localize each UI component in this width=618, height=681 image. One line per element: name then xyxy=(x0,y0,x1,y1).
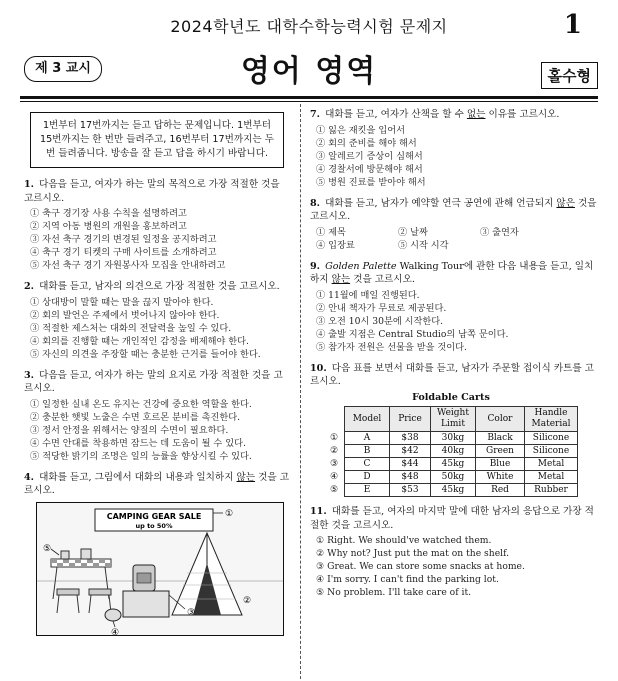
question-8 xyxy=(310,197,598,252)
cell: 45kg xyxy=(431,484,476,497)
option[interactable]: ⑤ 자선 축구 경기 자원봉사자 모집을 안내하려고 xyxy=(30,260,226,271)
question-3 xyxy=(24,369,290,463)
option[interactable]: ③ 알레르기 증상이 심해서 xyxy=(316,150,423,162)
cell: 40kg xyxy=(431,445,476,458)
cell: $48 xyxy=(390,471,431,484)
option[interactable]: ② 회의 발언은 주제에서 벗어나지 않아야 한다. xyxy=(30,309,220,321)
option[interactable]: ① 축구 경기장 사용 수칙을 설명하려고 xyxy=(30,208,187,219)
option[interactable]: ① 11월에 매일 진행된다. xyxy=(316,289,420,301)
cell: Silicone xyxy=(525,445,578,458)
col-header-weight: Weight Limit xyxy=(431,407,476,432)
col-header-model: Model xyxy=(345,407,390,432)
row-label: ④ xyxy=(329,471,339,482)
header-rule xyxy=(20,96,598,99)
cell: Metal xyxy=(525,471,578,484)
cell: E xyxy=(345,484,390,497)
row-label: ③ xyxy=(329,458,339,469)
cell: Black xyxy=(476,432,525,445)
table-row[interactable] xyxy=(324,458,578,471)
option[interactable]: ② Why not? Just put the mat on the shelf. xyxy=(316,548,510,559)
row-label: ② xyxy=(329,445,339,456)
question-number: 2. xyxy=(24,281,35,292)
header-rule-thin xyxy=(20,101,598,102)
foldable-carts-table xyxy=(324,391,578,498)
session-badge: 제 3 교시 xyxy=(24,56,102,82)
option[interactable]: ⑤ 시작 시각 xyxy=(398,239,449,251)
option[interactable]: ① 제목 xyxy=(316,226,346,238)
label-2: ② xyxy=(243,595,252,606)
question-number: 7. xyxy=(310,109,321,120)
cell: Silicone xyxy=(525,432,578,445)
question-text: 대화를 듣고, 그림에서 대화의 내용과 일치하지 xyxy=(39,471,237,483)
table-row[interactable] xyxy=(324,445,578,458)
option[interactable]: ③ 출연자 xyxy=(480,226,519,238)
question-text: 다음을 듣고, 여자가 하는 말의 목적으로 가장 적절한 것을 고르시오. xyxy=(24,179,280,204)
subject-title: 영어 영역 xyxy=(240,54,378,89)
question-number: 1. xyxy=(24,179,35,190)
table-row[interactable] xyxy=(324,432,578,445)
listening-notice: 1번부터 17번까지는 듣고 답하는 문제입니다. 1번부터 15번까지는 한 번만 들려주고, 16번부터 17번까지는 두 번 들려줍니다. 방송을 잘 듣고 답을 하시기 바랍니다. xyxy=(30,112,284,168)
tour-title: Golden Palette xyxy=(325,260,397,272)
question-number: 10. xyxy=(310,362,327,374)
option[interactable]: ② 회의 준비를 해야 해서 xyxy=(316,137,417,149)
question-text-end: 것을 고르시오. xyxy=(310,197,597,222)
option[interactable]: ④ 경찰서에 방문해야 해서 xyxy=(316,163,423,175)
option[interactable]: ④ 축구 경기 티켓의 구매 사이트를 소개하려고 xyxy=(30,247,217,258)
camping-illustration xyxy=(36,502,284,636)
question-number: 4. xyxy=(24,471,35,483)
cell: $44 xyxy=(390,458,431,471)
left-column xyxy=(24,112,290,644)
cell: Red xyxy=(476,484,525,497)
question-text: 다음을 듣고, 여자가 하는 말의 요지로 가장 적절한 것을 고르시오. xyxy=(24,369,283,394)
table-caption: Foldable Carts xyxy=(412,391,490,403)
option[interactable]: ① 상대방이 말할 때는 말을 끊지 말아야 한다. xyxy=(30,296,214,308)
row-label: ① xyxy=(329,432,339,443)
column-divider xyxy=(300,104,301,679)
underlined-word: 않은 xyxy=(556,197,575,209)
label-1: ① xyxy=(225,508,234,519)
cell: D xyxy=(345,471,390,484)
page-number: 1 xyxy=(563,10,582,40)
col-header-price: Price xyxy=(390,407,431,432)
camping-scene xyxy=(37,503,283,635)
option[interactable]: ② 충분한 햇빛 노출은 수면 호르몬 분비를 촉진한다. xyxy=(30,411,241,423)
question-text: Walking Tour에 관한 다음 내용을 듣고, 일치하지 xyxy=(310,260,594,285)
cell: Blue xyxy=(476,458,525,471)
question-number: 8. xyxy=(310,197,321,209)
cell: 50kg xyxy=(431,471,476,484)
sign-title: CAMPING GEAR SALE xyxy=(106,511,202,521)
right-column xyxy=(310,108,598,607)
question-10 xyxy=(310,362,598,498)
cell: 30kg xyxy=(431,432,476,445)
option[interactable]: ③ 자선 축구 경기의 변경된 일정을 공지하려고 xyxy=(30,234,217,245)
option[interactable]: ③ Great. We can store some snacks at home. xyxy=(316,561,525,572)
question-text-end: 것을 고르시오. xyxy=(24,471,289,496)
option[interactable]: ② 안내 책자가 무료로 제공된다. xyxy=(316,302,447,314)
question-text-end: 이유를 고르시오. xyxy=(485,109,560,120)
cell: Green xyxy=(476,445,525,458)
question-number: 9. xyxy=(310,260,321,272)
question-text: 대화를 듣고, 남자가 예약할 연극 공연에 관해 언급되지 xyxy=(325,197,557,209)
question-2 xyxy=(24,280,290,361)
question-text: 대화를 듣고, 남자의 의견으로 가장 적절한 것을 고르시오. xyxy=(39,281,280,292)
option[interactable]: ④ 출발 지점은 Central Studio의 남쪽 문이다. xyxy=(316,328,509,340)
option[interactable]: ④ 입장료 xyxy=(316,239,355,251)
option[interactable]: ③ 적절한 제스처는 대화의 전달력을 높일 수 있다. xyxy=(30,322,232,334)
question-11 xyxy=(310,505,598,599)
exam-type-box: 홀수형 xyxy=(541,62,598,89)
col-header-color: Color xyxy=(476,407,525,432)
sign-discount: up to 50% xyxy=(135,521,173,530)
cell: C xyxy=(345,458,390,471)
option[interactable]: ④ 회의를 진행할 때는 개인적인 감정을 배제해야 한다. xyxy=(30,335,249,347)
option[interactable]: ② 지역 아동 병원의 개원을 홍보하려고 xyxy=(30,221,187,232)
option[interactable]: ⑤ No problem. I'll take care of it. xyxy=(316,587,472,598)
col-header-handle: Handle Material xyxy=(525,407,578,432)
cell: Metal xyxy=(525,458,578,471)
exam-title: 2024학년도 대학수학능력시험 문제지 xyxy=(170,17,448,36)
cell: Rubber xyxy=(525,484,578,497)
cell: B xyxy=(345,445,390,458)
question-text-end: 것을 고르시오. xyxy=(350,274,415,285)
option[interactable]: ② 날짜 xyxy=(398,226,428,238)
option[interactable]: ① Right. We should've watched them. xyxy=(316,535,492,546)
option[interactable]: ④ 수면 안대를 착용하면 잠드는 데 도움이 될 수 있다. xyxy=(30,437,246,449)
question-9 xyxy=(310,260,598,354)
question-text: 대화를 듣고, 여자가 산책을 할 수 xyxy=(325,109,467,120)
option[interactable]: ③ 오전 10시 30분에 시작한다. xyxy=(316,315,444,327)
question-text: 대화를 듣고, 여자의 마지막 말에 대한 남자의 응답으로 가장 적절한 것을 고르시오. xyxy=(310,506,594,531)
cell: A xyxy=(345,432,390,445)
underlined-word: 없는 xyxy=(466,109,486,120)
table-row[interactable] xyxy=(324,484,578,497)
option[interactable]: ⑤ 참가자 전원은 선물을 받을 것이다. xyxy=(316,341,467,353)
underlined-word: 않는 xyxy=(236,471,256,483)
cell: $42 xyxy=(390,445,431,458)
question-text: 다음 표를 보면서 대화를 듣고, 남자가 주문할 접이식 카트를 고르시오. xyxy=(310,362,594,387)
option[interactable]: ⑤ 자신의 의견을 주장할 때는 충분한 근거를 들어야 한다. xyxy=(30,348,261,360)
option[interactable]: ⑤ 병원 진료를 받아야 해서 xyxy=(316,176,426,188)
option[interactable]: ① 잃은 재킷을 입어서 xyxy=(316,124,405,136)
question-4 xyxy=(24,471,290,636)
underlined-word: 않는 xyxy=(331,274,351,285)
option[interactable]: ③ 정서 안정을 위해서는 양질의 수면이 필요하다. xyxy=(30,424,229,436)
option[interactable]: ① 일정한 실내 온도 유지는 건강에 중요한 역할을 한다. xyxy=(30,398,252,410)
cell: 45kg xyxy=(431,458,476,471)
question-number: 3. xyxy=(24,369,35,381)
label-3: ③ xyxy=(187,607,196,618)
question-number: 11. xyxy=(310,506,327,517)
question-1 xyxy=(24,178,290,272)
cell: White xyxy=(476,471,525,484)
row-label: ⑤ xyxy=(329,484,339,495)
table-row[interactable] xyxy=(324,471,578,484)
label-4: ④ xyxy=(111,627,120,635)
option[interactable]: ⑤ 적당한 밝기의 조명은 일의 능률을 향상시킬 수 있다. xyxy=(30,450,252,462)
cell: $53 xyxy=(390,484,431,497)
cell: $38 xyxy=(390,432,431,445)
question-7 xyxy=(310,108,598,189)
label-5: ⑤ xyxy=(43,543,52,554)
option[interactable]: ④ I'm sorry. I can't find the parking lot. xyxy=(316,574,499,585)
